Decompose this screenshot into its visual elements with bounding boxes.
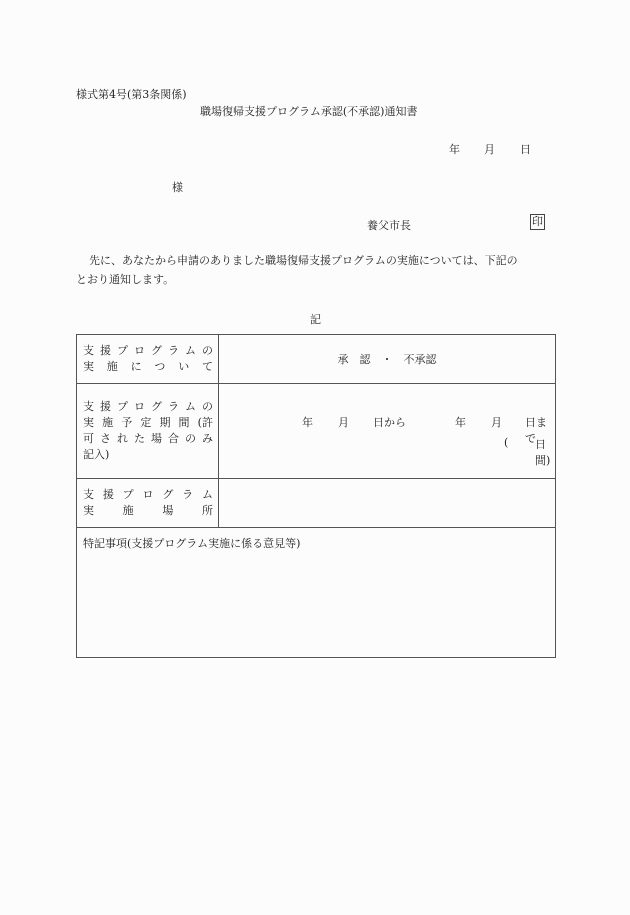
table-row	[77, 479, 556, 528]
addressee-suffix: 様	[172, 181, 183, 194]
body-line-2: とおり通知します。	[76, 273, 175, 286]
notes-field[interactable]	[77, 528, 556, 658]
approval-choice[interactable]: 承 認 ・ 不承認	[219, 335, 556, 384]
issuer: 養父市長	[367, 219, 411, 232]
to-month: 月	[491, 416, 502, 429]
document-title: 職場復帰支援プログラム承認(不承認)通知書	[200, 105, 418, 118]
table-row	[77, 384, 556, 479]
label-period: 支 援 プ ロ グ ラ ム の 実 施 予 定 期 間 (許 可 さ れ た 場 合 の み 記入)	[77, 384, 219, 479]
seal-icon: 印	[532, 215, 543, 228]
date-year: 年	[449, 143, 460, 156]
date-day: 日	[520, 143, 531, 156]
period-field[interactable]	[219, 384, 556, 479]
from-year: 年	[302, 416, 313, 429]
notes-label: 特記事項(支援プログラム実施に係る意見等)	[83, 537, 301, 550]
days-close: 日間)	[535, 438, 551, 467]
to-year: 年	[455, 416, 466, 429]
label-implementation: 支 援 プ ロ グ ラ ム の 実 施 に つ い て	[77, 335, 219, 384]
date-month: 月	[484, 143, 495, 156]
ki-heading: 記	[310, 313, 321, 326]
form-table	[76, 334, 556, 658]
from-day: 日から	[373, 416, 406, 429]
form-number: 様式第4号(第3条関係)	[76, 88, 187, 101]
label-location: 支 援 プ ロ グ ラ ム 実 施 場 所	[77, 479, 219, 528]
body-line-1: 先に、あなたから申請のありました職場復帰支援プログラムの実施については、下記の	[89, 254, 518, 267]
from-month: 月	[338, 416, 349, 429]
days-open: (	[504, 436, 509, 449]
to-day: 日まで	[525, 416, 547, 445]
location-field[interactable]	[219, 479, 556, 528]
table-row	[77, 335, 556, 384]
table-row	[77, 528, 556, 658]
